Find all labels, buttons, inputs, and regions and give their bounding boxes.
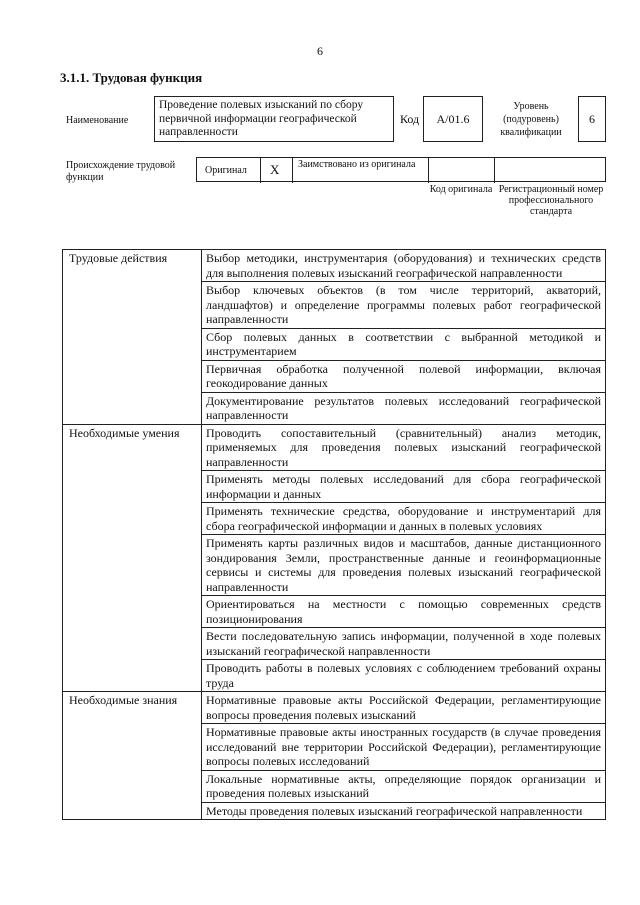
section-item: Проводить работы в полевых условиях с соблюдением требований охраны труда [202, 660, 606, 692]
section-item: Ориентироваться на местности с помощью современных средств позиционирования [202, 596, 606, 628]
origin-table [196, 157, 606, 182]
section-item: Вести последовательную запись информации, полученной в ходе полевых изысканий географической направленности [202, 628, 606, 660]
section-item: Нормативные правовые акты иностранных государств (в случае проведения исследований вне территории Российской Федерации), регламентирующие вопросы полевых исследований [202, 724, 606, 771]
reg-number-cell [495, 158, 605, 183]
section-title: 3.1.1. Трудовая функция [60, 70, 203, 85]
table-row [63, 250, 606, 282]
section-item: Применять технические средства, оборудование и инструментарий для сбора географической информации и данных в полевых условиях [202, 503, 606, 535]
section-item: Сбор полевых данных в соответствии с выбранной методикой и инструментарием [202, 328, 606, 360]
section-heading: Необходимые знания [63, 692, 202, 820]
section-item: Методы проведения полевых изысканий географической направленности [202, 802, 606, 820]
code-label: Код [400, 112, 420, 126]
original-label: Оригинал [205, 165, 247, 176]
section-item: Нормативные правовые акты Российской Федерации, регламентирующие вопросы проведения полевых изысканий [202, 692, 606, 724]
section-item: Выбор методики, инструментария (оборудования) и технических средств для выполнения полевых изысканий географической направленности [202, 250, 606, 282]
original-cell [197, 158, 261, 183]
page-number: 6 [317, 44, 323, 58]
original-mark: X [270, 162, 280, 177]
section-item: Локальные нормативные акты, определяющие порядок организации и проведения полевых изысканий [202, 770, 606, 802]
section-heading: Необходимые умения [63, 424, 202, 692]
origin-label: Происхождение трудовой функции [66, 160, 176, 183]
labor-function-table [62, 249, 606, 820]
level-label: Уровень (подуровень) квалификации [500, 101, 562, 138]
borrowed-label: Заимствовано из оригинала [298, 159, 416, 170]
code-original-cell [429, 158, 495, 183]
section-item: Документирование результатов полевых исследований географической направленности [202, 392, 606, 424]
original-mark-cell [261, 158, 293, 183]
reg-number-caption: Регистрационный номер профессионального стандарта [498, 184, 604, 217]
table-row [63, 692, 606, 724]
section-item: Применять карты различных видов и масштабов, данные дистанционного зондирования Земли, пространственные данные и геоинформационные сервисы и системы для проведения полевых изысканий географической направленности [202, 535, 606, 596]
section-item: Применять методы полевых исследований для сбора географической информации и данных [202, 471, 606, 503]
function-name-box: Проведение полевых изысканий по сбору первичной информации географической направленности [154, 96, 394, 142]
section-item: Выбор ключевых объектов (в том числе территорий, акваторий, ландшафтов) и определение программы полевых работ географической направленности [202, 282, 606, 329]
section-heading: Трудовые действия [63, 250, 202, 425]
name-label: Наименование [66, 115, 129, 126]
section-item: Проводить сопоставительный (сравнительный) анализ методик, применяемых для проведения полевых изысканий географической направленности [202, 424, 606, 471]
code-value-box: А/01.6 [423, 96, 483, 142]
section-item: Первичная обработка полученной полевой информации, включая геокодирование данных [202, 360, 606, 392]
code-original-caption: Код оригинала [429, 184, 493, 195]
borrowed-cell [293, 158, 429, 183]
table-row [63, 424, 606, 471]
level-value-box: 6 [578, 96, 606, 142]
